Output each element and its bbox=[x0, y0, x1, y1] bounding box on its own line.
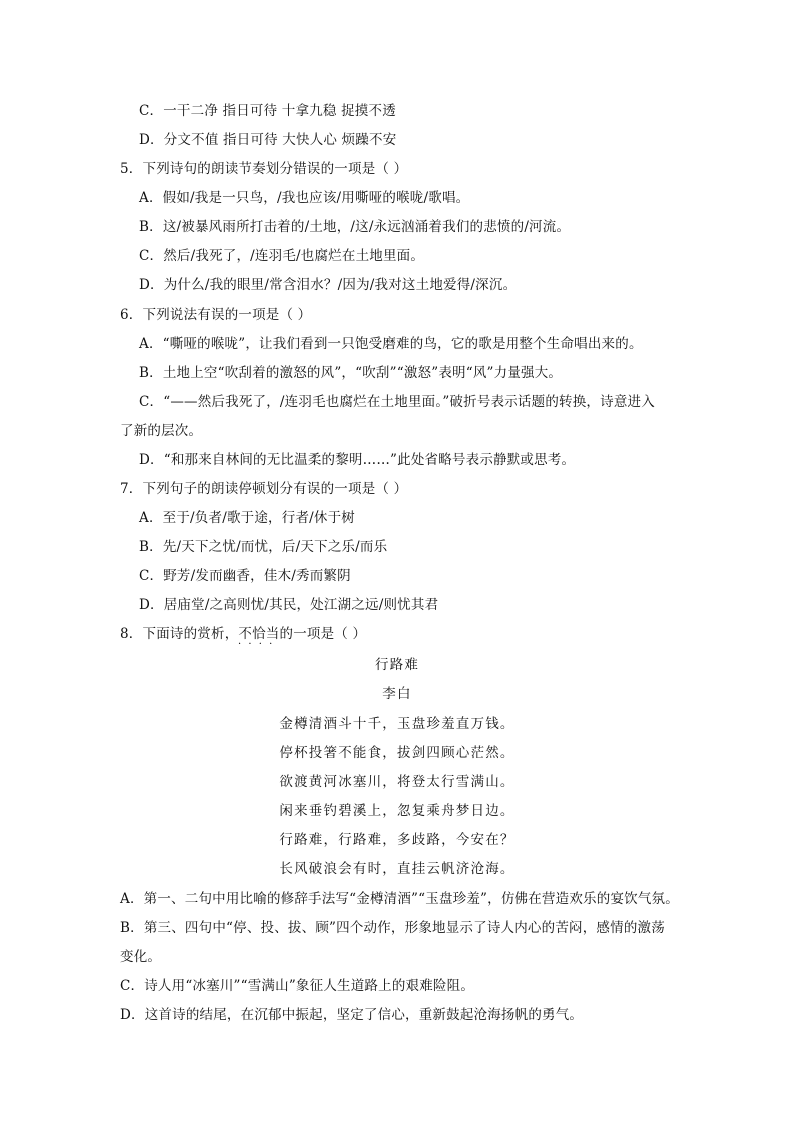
q8-emphasis-dots: ···· bbox=[238, 639, 280, 650]
q8-option-b-line2: 变化。 bbox=[120, 949, 162, 965]
q8-stem: 8．下面诗的赏析，不恰当的一项是（ ） bbox=[120, 626, 367, 642]
poem-line-4: 闲来垂钓碧溪上，忽复乘舟梦日边。 bbox=[279, 803, 515, 819]
poem-line-6: 长风破浪会有时，直挂云帆济沧海。 bbox=[279, 861, 515, 877]
q6-option-b: B．土地上空“吹刮着的激怒的风”，“吹刮”“激怒”表明“风”力量强大。 bbox=[139, 365, 563, 381]
poem-line-3: 欲渡黄河冰塞川，将登太行雪满山。 bbox=[279, 774, 515, 790]
q5-option-d: D．为什么/我的眼里/常含泪水？/因为/我对这土地爱得/深沉。 bbox=[139, 277, 517, 293]
q8-option-a: A．第一、二句中用比喻的修辞手法写“金樽清酒”“玉盘珍羞”，仿佛在营造欢乐的宴饮气氛。 bbox=[120, 891, 679, 907]
q4-option-c: C．一干二净 指日可待 十拿九稳 捉摸不透 bbox=[139, 103, 396, 119]
poem-line-2: 停杯投箸不能食，拔剑四顾心茫然。 bbox=[279, 745, 515, 761]
poem-author: 李白 bbox=[382, 686, 412, 702]
q7-stem: 7．下列句子的朗读停顿划分有误的一项是（ ） bbox=[120, 481, 408, 497]
q6-option-d: D．“和那来自林间的无比温柔的黎明……”此处省略号表示静默或思考。 bbox=[139, 452, 576, 468]
q4-option-d: D．分文不值 指日可待 大快人心 烦躁不安 bbox=[139, 132, 397, 148]
q5-option-b: B．这/被暴风雨所打击着的/土地，/这/永远汹涌着我们的悲愤的/河流。 bbox=[139, 219, 571, 235]
poem-line-5: 行路难，行路难，多歧路，今安在？ bbox=[279, 832, 515, 848]
poem-title: 行路难 bbox=[374, 657, 420, 673]
q5-option-c: C．然后/我死了，/连羽毛/也腐烂在土地里面。 bbox=[139, 248, 425, 264]
poem-line-1: 金樽清酒斗十千，玉盘珍羞直万钱。 bbox=[279, 716, 515, 732]
q7-option-a: A．至于/负者/歌于途，行者/休于树 bbox=[139, 510, 355, 526]
q8-option-b-line1: B．第三、四句中“停、投、拔、顾”四个动作，形象地显示了诗人内心的苦闷，感情的激荡 bbox=[120, 920, 665, 936]
q6-option-c-line2: 了新的层次。 bbox=[120, 423, 203, 439]
q7-option-d: D．居庙堂/之高则忧/其民，处江湖之远/则忧其君 bbox=[139, 597, 439, 613]
q8-option-d: D．这首诗的结尾，在沉郁中振起，坚定了信心，重新鼓起沧海扬帆的勇气。 bbox=[120, 1007, 584, 1023]
q7-option-c: C．野芳/发而幽香，佳木/秀而繁阴 bbox=[139, 568, 351, 584]
q6-option-a: A．“嘶哑的喉咙”，让我们看到一只饱受磨难的鸟，它的歌是用整个生命唱出来的。 bbox=[139, 336, 643, 352]
q6-stem: 6．下列说法有误的一项是（ ） bbox=[120, 307, 312, 323]
q6-option-c-line1: C．“——然后我死了，/连羽毛也腐烂在土地里面。”破折号表示话题的转换，诗意进入 bbox=[139, 394, 655, 410]
q7-option-b: B．先/天下之忧/而忧，后/天下之乐/而乐 bbox=[139, 539, 388, 555]
q5-option-a: A．假如/我是一只鸟，/我也应该/用嘶哑的喉咙/歌唱。 bbox=[139, 190, 470, 206]
q5-stem: 5．下列诗句的朗读节奏划分错误的一项是（ ） bbox=[120, 161, 408, 177]
q8-option-c: C．诗人用“冰塞川”“雪满山”象征人生道路上的艰难险阻。 bbox=[120, 978, 475, 994]
